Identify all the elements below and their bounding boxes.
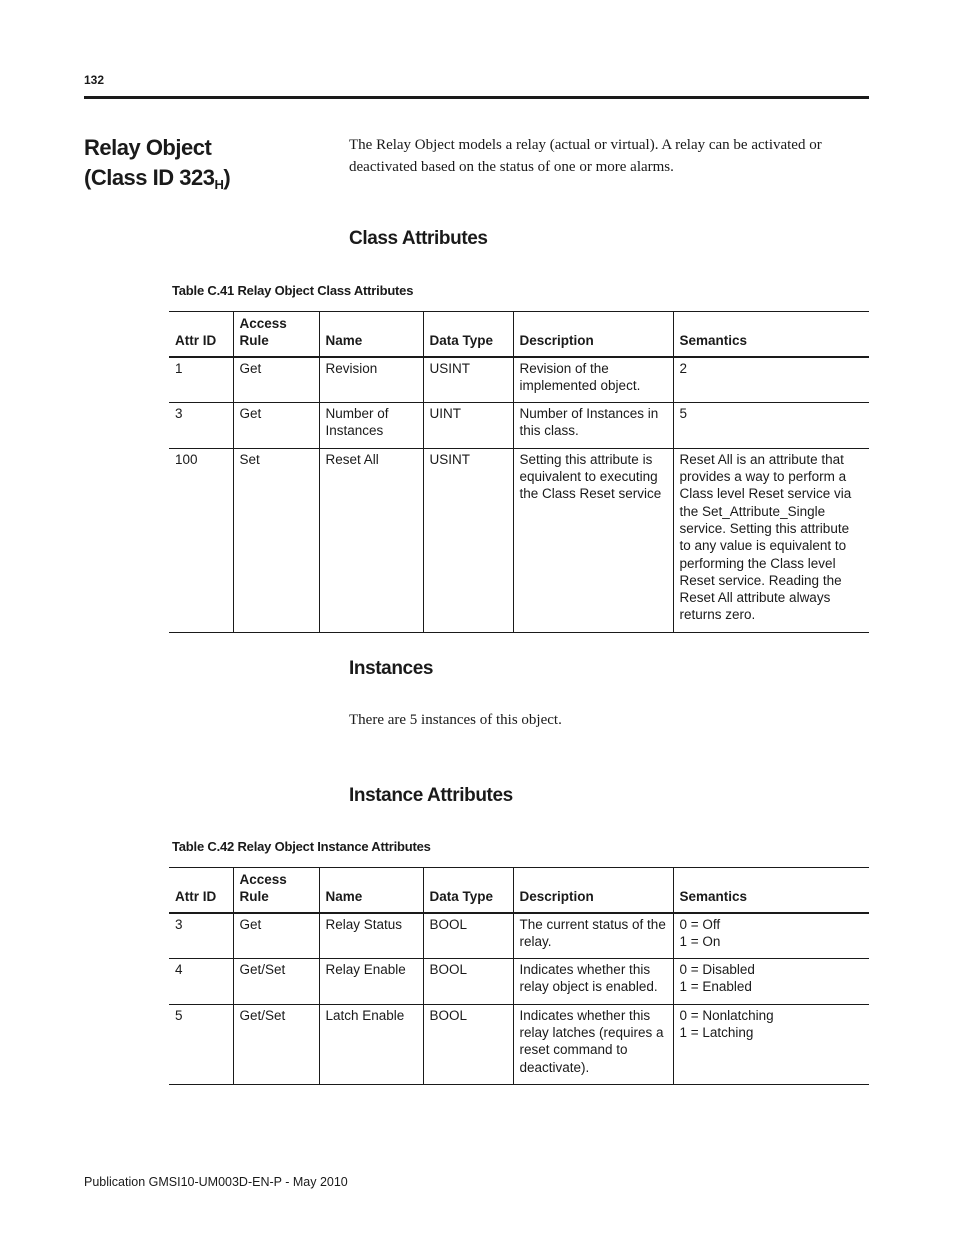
intro-paragraph: The Relay Object models a relay (actual or virtual). A relay can be activated or deactivated based on the status of one or more alarms. bbox=[349, 137, 822, 175]
table-cell: Set bbox=[233, 448, 319, 632]
table-cell: Number of Instances in this class. bbox=[513, 403, 673, 449]
table-row bbox=[169, 403, 869, 449]
table-cell: Get bbox=[233, 357, 319, 403]
instance-attributes-caption: Table C.42 Relay Object Instance Attributes bbox=[172, 839, 431, 854]
table-cell: 3 bbox=[175, 916, 183, 932]
table-cell: Get bbox=[233, 403, 319, 449]
table-header-row bbox=[169, 312, 869, 357]
page-number: 132 bbox=[84, 73, 105, 87]
table-row bbox=[169, 357, 869, 403]
publication-footer: Publication GMSI10-UM003D-EN-P - May 2010 bbox=[84, 1175, 348, 1189]
section-title bbox=[84, 133, 324, 200]
table-row bbox=[169, 913, 869, 959]
table-cell: BOOL bbox=[423, 1004, 513, 1084]
instance-attributes-table bbox=[169, 867, 869, 1085]
column-header: Access Rule bbox=[233, 312, 319, 357]
table-cell: 0 = Nonlatching 1 = Latching bbox=[673, 1004, 869, 1084]
table-cell: USINT bbox=[423, 448, 513, 632]
table-cell: 1 bbox=[175, 360, 183, 376]
instance-attributes-heading: Instance Attributes bbox=[349, 785, 513, 806]
table-cell: Indicates whether this relay object is enabled. bbox=[513, 959, 673, 1005]
column-header: Description bbox=[513, 868, 673, 913]
table-cell: BOOL bbox=[423, 959, 513, 1005]
class-attributes-caption: Table C.41 Relay Object Class Attributes bbox=[172, 283, 414, 298]
table-cell: The current status of the relay. bbox=[513, 913, 673, 959]
table-cell: Get bbox=[233, 913, 319, 959]
table-cell: Revision of the implemented object. bbox=[513, 357, 673, 403]
table-cell: Revision bbox=[319, 357, 423, 403]
table-cell: Latch Enable bbox=[319, 1004, 423, 1084]
column-header: Attr ID bbox=[175, 333, 217, 349]
column-header: Semantics bbox=[673, 312, 869, 357]
table-cell: 2 bbox=[673, 357, 869, 403]
table-row bbox=[169, 1004, 869, 1084]
table-cell: 4 bbox=[175, 962, 183, 978]
column-header: Name bbox=[319, 868, 423, 913]
section-title-line1: Relay Object bbox=[84, 135, 212, 160]
table-cell: Indicates whether this relay latches (requires a reset command to deactivate). bbox=[513, 1004, 673, 1084]
table-cell: 0 = Off 1 = On bbox=[673, 913, 869, 959]
table-cell: BOOL bbox=[423, 913, 513, 959]
table-cell: Get/Set bbox=[233, 959, 319, 1005]
table-cell: 0 = Disabled 1 = Enabled bbox=[673, 959, 869, 1005]
table-cell: Get/Set bbox=[233, 1004, 319, 1084]
column-header: Description bbox=[513, 312, 673, 357]
table-cell: UINT bbox=[423, 403, 513, 449]
table-cell: 100 bbox=[175, 451, 198, 467]
section-title-subscript: H bbox=[214, 177, 224, 192]
table-cell: 5 bbox=[673, 403, 869, 449]
table-cell: Reset All bbox=[319, 448, 423, 632]
table-cell: Relay Enable bbox=[319, 959, 423, 1005]
column-header: Data Type bbox=[423, 312, 513, 357]
column-header: Attr ID bbox=[175, 889, 217, 905]
instances-text: There are 5 instances of this object. bbox=[349, 712, 562, 728]
class-attributes-heading: Class Attributes bbox=[349, 228, 488, 249]
table-row bbox=[169, 959, 869, 1005]
table-cell: USINT bbox=[423, 357, 513, 403]
table-row bbox=[169, 448, 869, 632]
table-cell: Relay Status bbox=[319, 913, 423, 959]
column-header: Semantics bbox=[673, 868, 869, 913]
section-title-line2: (Class ID 323 bbox=[84, 165, 215, 190]
table-cell: Reset All is an attribute that provides a way to perform a Class level Reset service via the Set_Attribute_Single service. Setting this attribute to any value is equivalent to performing the Class level Reset service. Reading the Reset All attribute always returns zero. bbox=[673, 448, 869, 632]
column-header: Name bbox=[319, 312, 423, 357]
header-rule bbox=[84, 96, 869, 99]
table-cell: 5 bbox=[175, 1007, 183, 1023]
table-cell: 3 bbox=[175, 406, 183, 422]
column-header: Access Rule bbox=[233, 868, 319, 913]
table-cell: Setting this attribute is equivalent to executing the Class Reset service bbox=[513, 448, 673, 632]
class-attributes-table bbox=[169, 311, 869, 633]
table-header-row bbox=[169, 868, 869, 913]
section-title-close: ) bbox=[223, 165, 231, 190]
table-cell: Number of Instances bbox=[319, 403, 423, 449]
instances-heading: Instances bbox=[349, 658, 434, 679]
column-header: Data Type bbox=[423, 868, 513, 913]
